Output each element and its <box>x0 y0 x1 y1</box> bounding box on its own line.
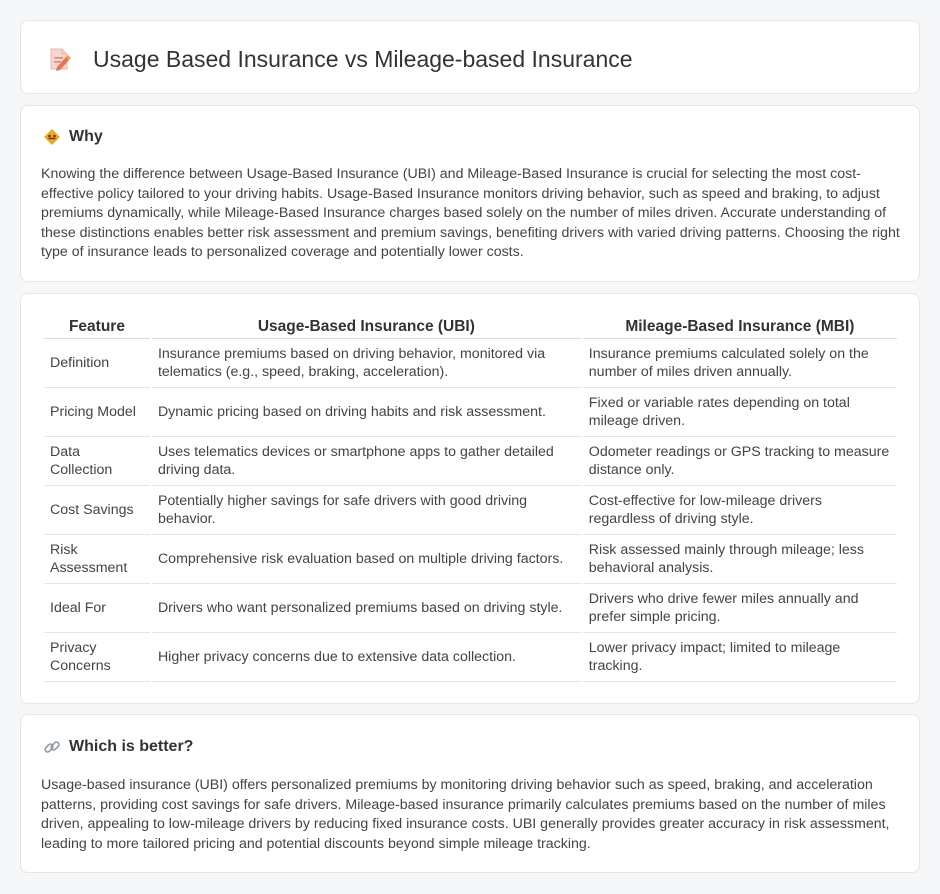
better-heading: Which is better? <box>69 738 194 755</box>
road-sign-icon <box>43 128 61 146</box>
table-row <box>44 388 897 437</box>
ubi-cell: Drivers who want personalized premiums based on driving style. <box>152 584 581 633</box>
table-row <box>44 633 897 682</box>
table-header-row <box>44 317 897 339</box>
document-pencil-icon <box>47 46 71 72</box>
column-header-ubi: Usage-Based Insurance (UBI) <box>152 317 581 339</box>
ubi-cell: Uses telematics devices or smartphone apps to gather detailed driving data. <box>152 437 581 486</box>
title-row <box>47 45 633 73</box>
ubi-cell: Potentially higher savings for safe drivers with good driving behavior. <box>152 486 581 535</box>
why-section <box>20 105 920 282</box>
mbi-cell: Cost-effective for low-mileage drivers regardless of driving style. <box>583 486 897 535</box>
ubi-cell: Higher privacy concerns due to extensive data collection. <box>152 633 581 682</box>
comparison-table <box>42 317 899 682</box>
mbi-cell: Drivers who drive fewer miles annually and prefer simple pricing. <box>583 584 897 633</box>
feature-cell: Ideal For <box>44 584 150 633</box>
feature-cell: Cost Savings <box>44 486 150 535</box>
better-header <box>43 738 193 756</box>
which-is-better-section <box>20 714 920 873</box>
table-row <box>44 584 897 633</box>
ubi-cell: Comprehensive risk evaluation based on multiple driving factors. <box>152 535 581 584</box>
why-header <box>43 128 103 146</box>
feature-cell: Pricing Model <box>44 388 150 437</box>
feature-cell: Privacy Concerns <box>44 633 150 682</box>
table-row <box>44 437 897 486</box>
title-card <box>20 20 920 94</box>
mbi-cell: Fixed or variable rates depending on total mileage driven. <box>583 388 897 437</box>
mbi-cell: Odometer readings or GPS tracking to measure distance only. <box>583 437 897 486</box>
better-text: Usage-based insurance (UBI) offers personalized premiums by monitoring driving behavior such as speed, braking, and acceleration patterns, providing cost savings for safe drivers. Mileage-based insurance primarily calculates premiums based on the number of miles driven, appealing to low-mileage drivers by reducing fixed insurance costs. UBI generally provides greater accuracy in risk assessment, leading to more tailored pricing and potential discounts beyond simple mileage tracking. <box>41 777 890 852</box>
mbi-cell: Insurance premiums calculated solely on the number of miles driven annually. <box>583 339 897 388</box>
feature-cell: Data Collection <box>44 437 150 486</box>
column-header-feature: Feature <box>44 317 150 339</box>
mbi-cell: Risk assessed mainly through mileage; less behavioral analysis. <box>583 535 897 584</box>
ubi-cell: Dynamic pricing based on driving habits and risk assessment. <box>152 388 581 437</box>
why-heading: Why <box>69 128 103 145</box>
comparison-section <box>20 293 920 704</box>
link-icon <box>43 738 61 756</box>
ubi-cell: Insurance premiums based on driving behavior, monitored via telematics (e.g., speed, braking, acceleration). <box>152 339 581 388</box>
feature-cell: Definition <box>44 339 150 388</box>
mbi-cell: Lower privacy impact; limited to mileage tracking. <box>583 633 897 682</box>
table-row <box>44 486 897 535</box>
column-header-mbi: Mileage-Based Insurance (MBI) <box>583 317 897 339</box>
table-row <box>44 535 897 584</box>
feature-cell: Risk Assessment <box>44 535 150 584</box>
page-title: Usage Based Insurance vs Mileage-based Insurance <box>93 46 633 72</box>
why-text: Knowing the difference between Usage-Based Insurance (UBI) and Mileage-Based Insurance is crucial for selecting the most cost-effective policy tailored to your driving habits. Usage-Based Insurance monitors driving behavior, such as speed and braking, to adjust premiums dynamically, while Mileage-Based Insurance charges based solely on the number of miles driven. Accurate understanding of these distinctions enables better risk assessment and premium savings, benefiting drivers with varied driving patterns. Choosing the right type of insurance leads to personalized coverage and potentially lower costs. <box>41 166 900 261</box>
table-row <box>44 339 897 388</box>
